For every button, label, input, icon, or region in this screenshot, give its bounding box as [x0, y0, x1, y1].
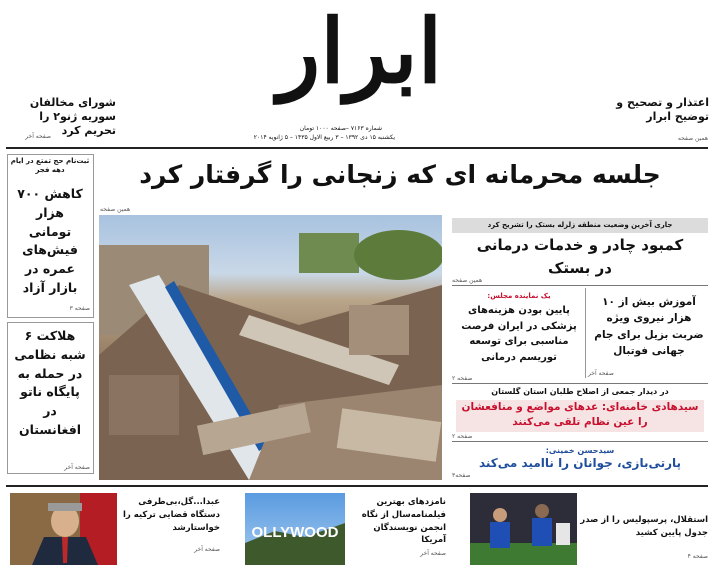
hajj-kicker: ثبت‌نام حج تمتع در ایام دهه فجر [10, 157, 90, 174]
hollywood-sign: OLLYWOOD [251, 524, 339, 541]
golestan-page-ref: صفحه ۲ [452, 433, 473, 440]
hajj-headline[interactable]: کاهش ۷۰۰ هزار تومانی فیش‌های عمره در بازار آزاد [17, 186, 83, 295]
logo: ابرار [277, 0, 443, 103]
rule-right-3 [452, 441, 708, 442]
top-left-headline[interactable]: شورای مخالفان سوریه ژنو۲ را تحریم کرد [29, 96, 116, 137]
nato-headline[interactable]: هلاکت ۶ شبه نظامی در حمله به پایگاه ناتو در افغانستان [14, 328, 86, 437]
khomeini-kicker: سیدحسن خمینی: [545, 446, 615, 455]
bottom-rule [6, 485, 708, 487]
issue-info-2: یکشنبه ۱۵ دی ۱۳۹۲ – ۳ ربیع الاول ۱۴۳۵ – ۵ ژانویه ۲۰۱۴ [253, 134, 395, 141]
rule-right-2 [452, 383, 708, 384]
hollywood-page-ref: صفحه آخر [420, 550, 446, 557]
football-text[interactable]: استقلال، پرسپولیس را از صدر جدول پایین کشید [580, 515, 708, 538]
masthead-rule [6, 147, 708, 149]
hajj-page-ref: صفحه ۳ [69, 305, 90, 312]
hollywood-text[interactable]: نامزدهای بهترین فیلمنامه‌سال از نگاه انجمن نویسندگان آمریکا [361, 497, 446, 546]
rule-right-1 [452, 285, 708, 286]
football-page-ref: صفحه ۴ [687, 553, 708, 560]
hollywood-photo [245, 493, 345, 565]
training-headline[interactable]: آموزش بیش از ۱۰ هزار نیروی ویژه ضربت بزیل برای جام جهانی فوتبال [594, 296, 704, 357]
top-left-page-ref: صفحه آخر [25, 133, 51, 140]
issue-info-1: شماره ۷۱۶۳ –صفحه ۱۰۰۰ تومان [299, 125, 382, 132]
earthquake-page-ref: همین صفحه [452, 277, 483, 284]
khomeini-page-ref: صفحه۳ [452, 472, 471, 479]
top-right-headline[interactable]: اعتذار و تصحیح و توضیح ابرار [616, 96, 709, 123]
top-right-page-ref: همین صفحه [677, 135, 708, 142]
golestan-kicker: در دیدار جمعی از اصلاح طلبان استان گلستان [491, 387, 669, 396]
earthquake-kicker: جاری آخرین وضعیت منطقه زلزله بستک را تشریح کرد [452, 218, 708, 233]
gul-text[interactable]: عبدا...گل،بی‌طرفی دستگاه قضایی ترکیه را خواستارشد [123, 497, 220, 533]
health-headline[interactable]: پایین بودن هزینه‌های پزشکی در ایران فرصت مناسبی برای توسعه توریسم درمانی [461, 305, 577, 363]
gul-photo [10, 493, 117, 565]
training-page-ref: صفحه آخر [588, 370, 614, 377]
column-divider [585, 288, 586, 378]
rubble-illustration [99, 215, 442, 480]
earthquake-photo [99, 215, 442, 480]
gul-page-ref: صفحه آخر [194, 546, 220, 553]
khomeini-headline[interactable]: پارتی‌بازی، جوانان را ناامید می‌کند [478, 456, 682, 470]
nato-page-ref: صفحه آخر [64, 464, 90, 471]
health-page-ref: صفحه ۲ [452, 375, 473, 382]
earthquake-headline[interactable]: کمبود چادر و خدمات درمانی در بستک [476, 236, 684, 277]
main-photo-page-ref: همین صفحه [100, 206, 131, 213]
health-kicker: یک نماینده مجلس: [487, 292, 551, 300]
main-headline[interactable]: جلسه محرمانه ای که زنجانی را گرفتار کرد [139, 160, 661, 189]
golestan-headline[interactable]: سیدهادی خامنه‌ای: عدهای مواضع و منافعشان را عین نظام تلقی می‌کنند [456, 400, 704, 432]
football-photo [470, 493, 577, 565]
